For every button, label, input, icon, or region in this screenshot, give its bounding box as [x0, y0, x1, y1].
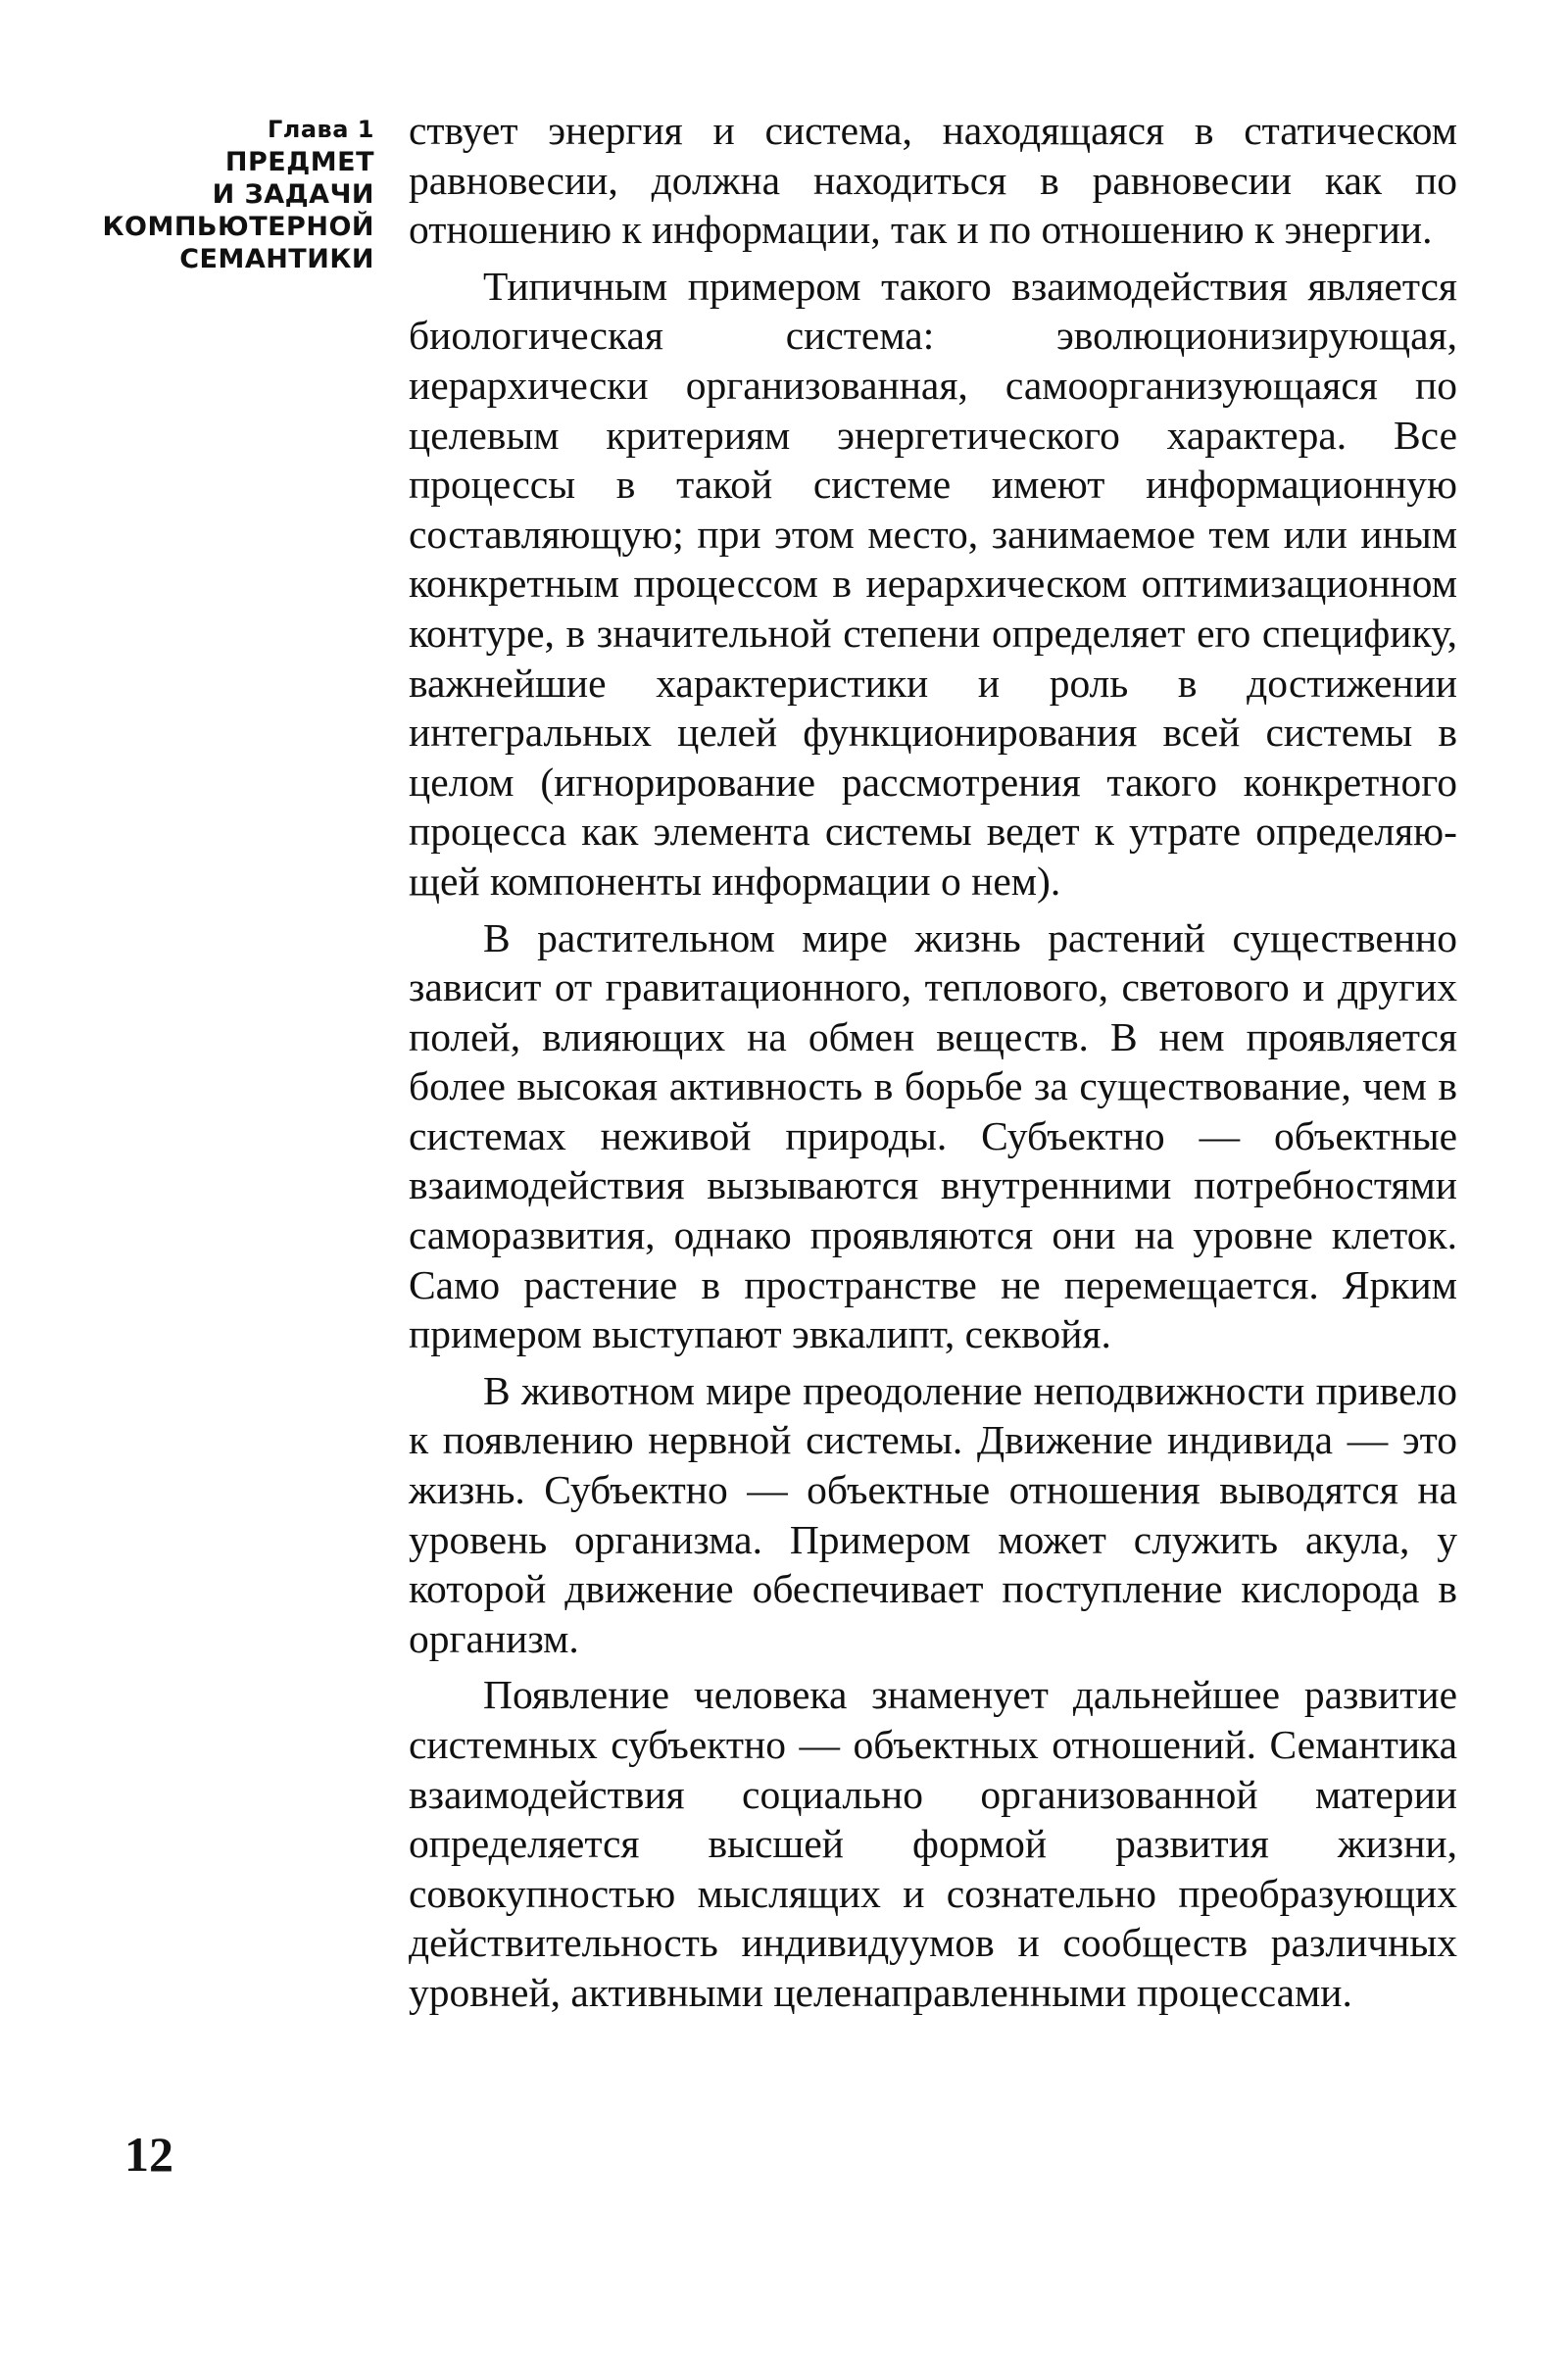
- section-title-line: И ЗАДАЧИ: [212, 179, 374, 210]
- body-text: [409, 106, 1457, 2018]
- section-title-line: ПРЕДМЕТ: [224, 147, 374, 177]
- paragraph: ствует энергия и система, находящаяся в статическом равновесии, должна находиться в равновесии как по отношению к информации, так и по отношению к энергии.: [409, 108, 1457, 253]
- paragraph: Типичным примером такого взаимодействия является биологическая система: эволюционизирующая, иерархически организованная, самоорганизующаяся по целевым критериям энергетического характера. Все процессы в такой системе имеют информационную составляющую; при этом место, занимаемое тем или иным конкретным процессом в иерархическом оптимизационном контуре, в значительной степени определяет его специфику, важнейшие характеристики и роль в достижении интегральных целей функционирования всей системы в целом (игнорирование рассмотрения такого конкретного процесса как элемента системы ведет к утрате определяющей компоненты информации о нем).: [409, 263, 1457, 904]
- paragraph: Появление человека знаменует дальнейшее развитие системных субъектно — объектных отношений. Семантика взаимодействия социально организованной материи определяется высшей формой развития жизни, совокупностью мыслящих и сознательно преобразующих действительность индивидуумов и сообществ различных уровней, активными целенаправленными процессами.: [409, 1672, 1457, 2015]
- running-header: [59, 114, 374, 275]
- section-title-line: СЕМАНТИКИ: [179, 244, 374, 274]
- paragraph: В растительном мире жизнь растений существенно зависит от гравитационного, теплового, светового и других полей, влияющих на обмен веществ. В нем проявляется более высокая активность в борьбе за существование, чем в системах неживой природы. Субъектно — объектные взаимодействия вызываются внутренними потребностями саморазвития, однако проявляются они на уровне клеток. Само растение в пространстве не перемещается. Ярким примером выступают эвкалипт, секвойя.: [409, 914, 1457, 1357]
- chapter-label: Глава 1: [267, 116, 374, 143]
- page-number: 12: [124, 2127, 173, 2182]
- section-title-line: КОМПЬЮТЕРНОЙ: [102, 212, 374, 242]
- paragraph: В животном мире преодоление неподвижности привело к появлению нервной системы. Движение индивида — это жизнь. Субъектно — объектные отношения выводятся на уровень организма. Примером может служить акула, у которой движение обеспечивает поступление кислорода в организм.: [409, 1367, 1457, 1661]
